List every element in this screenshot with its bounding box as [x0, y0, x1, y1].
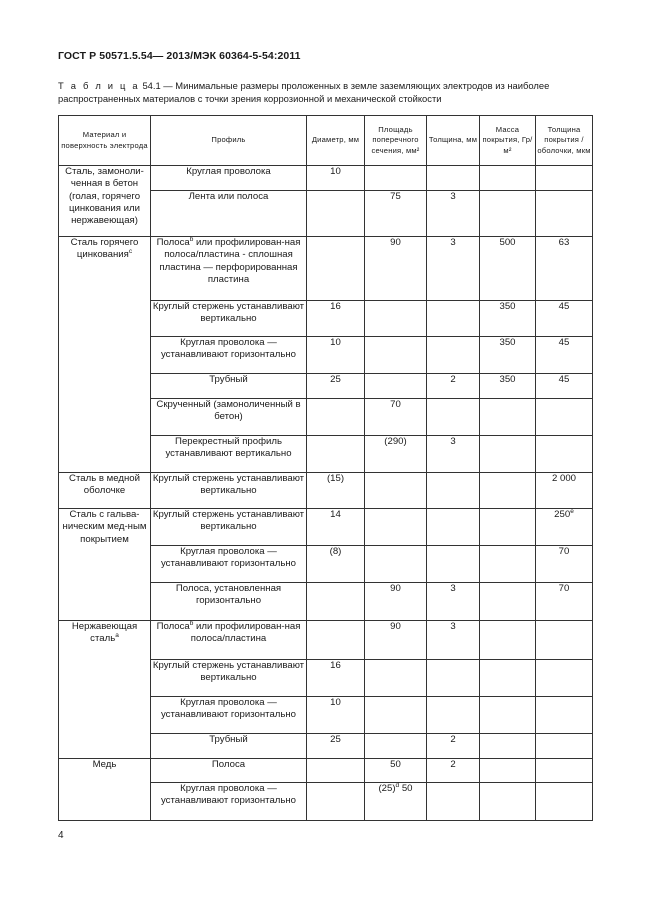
coating-cell	[536, 734, 593, 759]
area-cell: 90	[365, 583, 427, 621]
table-caption-prefix: Т а б л и ц а	[58, 80, 140, 91]
diameter-cell	[307, 759, 365, 783]
footnote-marker: b	[189, 235, 194, 243]
area-value: (25)	[378, 783, 396, 794]
coating-cell	[536, 621, 593, 660]
area-cell	[365, 660, 427, 697]
diameter-cell: 10	[307, 697, 365, 734]
profile-cell	[151, 237, 307, 301]
mass-cell	[480, 759, 536, 783]
column-header-mass: Масса покрытия, Гр/м²	[480, 116, 536, 166]
coating-value: 250	[554, 509, 571, 520]
diameter-cell: 16	[307, 301, 365, 337]
area-cell	[365, 301, 427, 337]
column-header-thickness: Толщина, мм	[427, 116, 480, 166]
table-row	[59, 237, 593, 301]
table-row	[59, 509, 593, 546]
area-cell	[365, 509, 427, 546]
profile-text: или профилирован-ная полоса/пластина - сплошная пластина — перфорированная пластина	[159, 237, 301, 285]
diameter-cell	[307, 783, 365, 821]
area-cell	[365, 473, 427, 509]
profile-cell: Круглая проволока — устанавливают горизонтально	[151, 697, 307, 734]
diameter-cell	[307, 237, 365, 301]
thickness-cell: 2	[427, 734, 480, 759]
coating-cell: 63	[536, 237, 593, 301]
area-cell	[365, 374, 427, 399]
profile-cell: Круглый стержень устанавливают вертикально	[151, 660, 307, 697]
table-row	[59, 759, 593, 783]
footnote-marker: a	[115, 632, 119, 640]
area-cell	[365, 337, 427, 374]
thickness-cell: 3	[427, 621, 480, 660]
area-cell: 90	[365, 237, 427, 301]
profile-text: или профилирован-ная полоса/пластина	[190, 621, 301, 645]
column-header-coating: Толщина покрытия / оболочки, мкм	[536, 116, 593, 166]
profile-cell: Круглая проволока — устанавливают горизонтально	[151, 546, 307, 583]
thickness-cell: 2	[427, 374, 480, 399]
table-caption-text: 54.1 — Минимальные размеры проложенных в земле заземляющих электродов из наиболее распространенных материалов с точки зрения коррозионной и механической стойкости	[58, 80, 550, 104]
profile-cell: Круглая проволока — устанавливают горизонтально	[151, 783, 307, 821]
mass-cell: 500	[480, 237, 536, 301]
coating-cell	[536, 509, 593, 546]
coating-cell	[536, 191, 593, 237]
area-cell	[365, 783, 427, 821]
material-cell	[59, 237, 151, 473]
mass-cell	[480, 734, 536, 759]
profile-cell: Лента или полоса	[151, 191, 307, 237]
table-caption	[58, 80, 594, 105]
mass-cell	[480, 660, 536, 697]
footnote-marker: d	[395, 781, 400, 789]
mass-cell	[480, 697, 536, 734]
profile-cell: Круглый стержень устанавливают вертикально	[151, 509, 307, 546]
mass-cell	[480, 399, 536, 436]
coating-cell	[536, 697, 593, 734]
coating-cell: 45	[536, 337, 593, 374]
thickness-cell	[427, 473, 480, 509]
thickness-cell	[427, 399, 480, 436]
column-header-profile: Профиль	[151, 116, 307, 166]
thickness-cell	[427, 783, 480, 821]
area-value: 50	[399, 783, 413, 794]
thickness-cell: 3	[427, 237, 480, 301]
diameter-cell	[307, 191, 365, 237]
profile-cell: Круглый стержень устанавливают вертикально	[151, 473, 307, 509]
area-cell	[365, 166, 427, 191]
diameter-cell: 10	[307, 166, 365, 191]
mass-cell	[480, 473, 536, 509]
material-cell	[59, 621, 151, 759]
table-header-row	[59, 116, 593, 166]
thickness-cell	[427, 509, 480, 546]
material-cell: Сталь с гальва-ническим мед-ным покрытием	[59, 509, 151, 621]
thickness-cell: 3	[427, 191, 480, 237]
profile-text: Полоса	[156, 621, 190, 632]
thickness-cell: 3	[427, 583, 480, 621]
column-header-diameter: Диаметр, мм	[307, 116, 365, 166]
profile-cell: Скрученный (замоноличенный в бетон)	[151, 399, 307, 436]
diameter-cell: 25	[307, 374, 365, 399]
diameter-cell: 14	[307, 509, 365, 546]
mass-cell	[480, 436, 536, 473]
profile-cell	[151, 621, 307, 660]
area-cell: 90	[365, 621, 427, 660]
profile-cell: Круглая проволока — устанавливают горизонтально	[151, 337, 307, 374]
table-row	[59, 621, 593, 660]
footnote-marker: e	[570, 507, 574, 515]
coating-cell	[536, 436, 593, 473]
diameter-cell	[307, 621, 365, 660]
profile-cell: Круглая проволока	[151, 166, 307, 191]
thickness-cell	[427, 166, 480, 191]
footnote-marker: c	[128, 248, 133, 256]
column-header-area: Площадь поперечного сечения, мм²	[365, 116, 427, 166]
mass-cell	[480, 191, 536, 237]
profile-text: Полоса	[156, 237, 190, 248]
mass-cell	[480, 546, 536, 583]
area-cell	[365, 546, 427, 583]
material-cell: Медь	[59, 759, 151, 821]
coating-cell	[536, 166, 593, 191]
mass-cell	[480, 509, 536, 546]
coating-cell	[536, 660, 593, 697]
area-cell	[365, 734, 427, 759]
area-cell: 75	[365, 191, 427, 237]
diameter-cell	[307, 436, 365, 473]
area-cell: 50	[365, 759, 427, 783]
area-cell: 70	[365, 399, 427, 436]
material-cell: Сталь в медной оболочке	[59, 473, 151, 509]
coating-cell	[536, 759, 593, 783]
coating-cell: 2 000	[536, 473, 593, 509]
material-cell: Сталь, замоноли-ченная в бетон (голая, горячего цинкования или нержавеющая)	[59, 166, 151, 237]
mass-cell: 350	[480, 374, 536, 399]
diameter-cell: 16	[307, 660, 365, 697]
thickness-cell: 2	[427, 759, 480, 783]
diameter-cell: (15)	[307, 473, 365, 509]
diameter-cell	[307, 399, 365, 436]
diameter-cell: 10	[307, 337, 365, 374]
coating-cell	[536, 783, 593, 821]
thickness-cell	[427, 546, 480, 583]
profile-cell: Перекрестный профиль устанавливают вертикально	[151, 436, 307, 473]
table-row	[59, 166, 593, 191]
material-text: Нержавеющая сталь	[71, 621, 138, 645]
mass-cell: 350	[480, 301, 536, 337]
diameter-cell: 25	[307, 734, 365, 759]
thickness-cell	[427, 301, 480, 337]
thickness-cell: 3	[427, 436, 480, 473]
column-header-material: Материал и поверхность электрода	[59, 116, 151, 166]
profile-cell: Круглый стержень устанавливают вертикально	[151, 301, 307, 337]
area-cell	[365, 697, 427, 734]
coating-cell	[536, 399, 593, 436]
thickness-cell	[427, 697, 480, 734]
profile-cell: Трубный	[151, 734, 307, 759]
diameter-cell	[307, 583, 365, 621]
coating-cell: 45	[536, 374, 593, 399]
coating-cell: 45	[536, 301, 593, 337]
mass-cell	[480, 621, 536, 660]
mass-cell	[480, 583, 536, 621]
mass-cell	[480, 166, 536, 191]
table-row	[59, 473, 593, 509]
footnote-marker: b	[189, 619, 194, 627]
document-header: ГОСТ Р 50571.5.54— 2013/МЭК 60364-5-54:2011	[58, 50, 301, 62]
profile-cell: Трубный	[151, 374, 307, 399]
thickness-cell	[427, 337, 480, 374]
diameter-cell: (8)	[307, 546, 365, 583]
thickness-cell	[427, 660, 480, 697]
mass-cell: 350	[480, 337, 536, 374]
electrodes-table	[58, 115, 593, 821]
profile-cell: Полоса	[151, 759, 307, 783]
coating-cell: 70	[536, 546, 593, 583]
coating-cell: 70	[536, 583, 593, 621]
material-text: Сталь горячего цинкования	[70, 237, 139, 261]
page-number: 4	[58, 830, 64, 841]
mass-cell	[480, 783, 536, 821]
profile-cell: Полоса, установленная горизонтально	[151, 583, 307, 621]
area-cell: (290)	[365, 436, 427, 473]
